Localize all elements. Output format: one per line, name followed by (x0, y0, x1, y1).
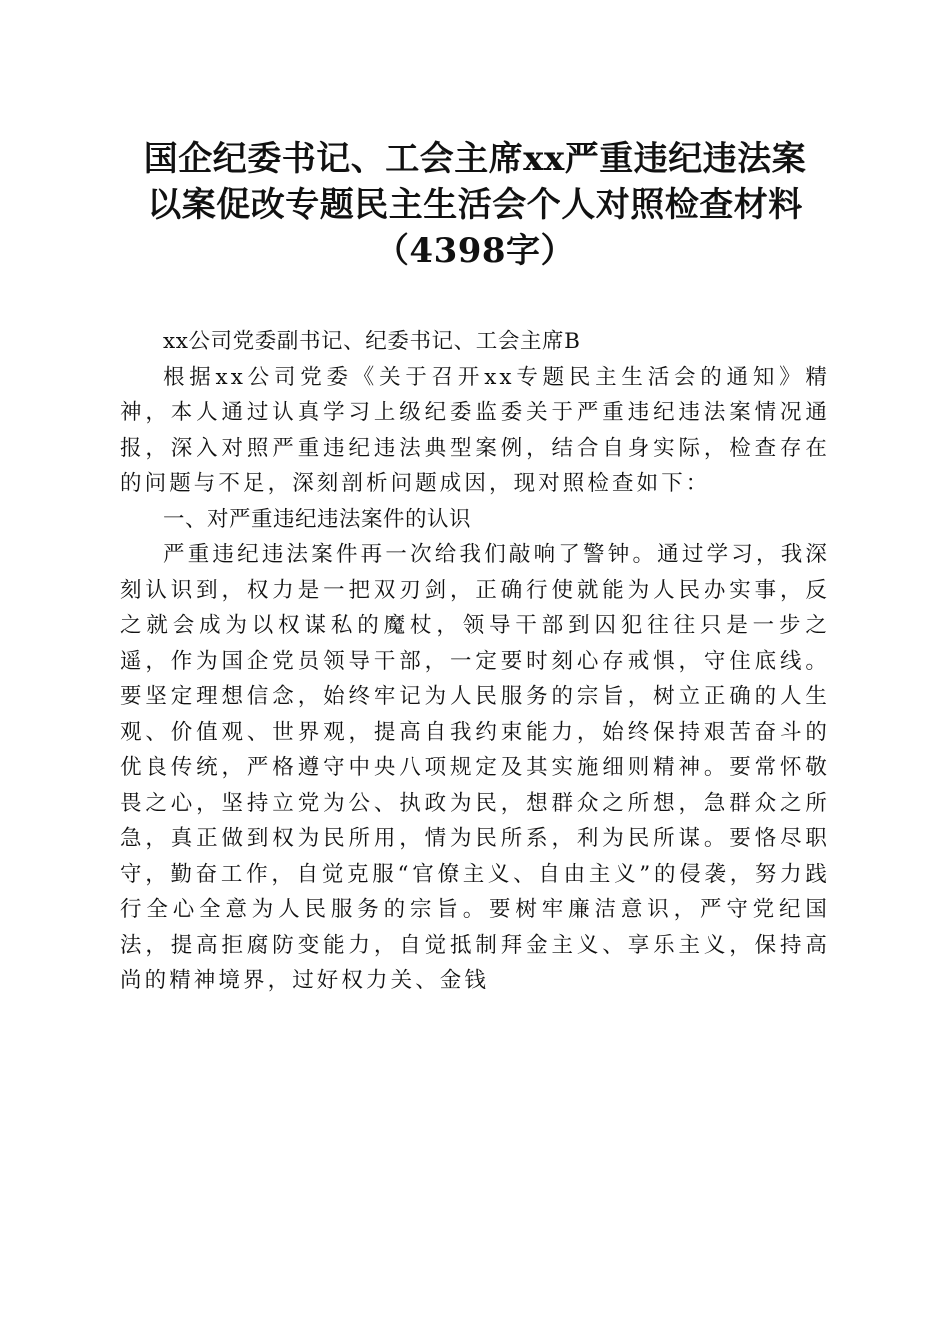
document-title (0, 136, 950, 274)
section-paragraph-1: 严重违纪违法案件再一次给我们敲响了警钟。通过学习，我深刻认识到，权力是一把双刃剑，正确行使就能为人民办实事，反之就会成为以权谋私的魔杖，领导干部到囚犯往往只是一步之遥，作为国企党员领导干部，一定要时刻心存戒惧，守住底线。要坚定理想信念，始终牢记为人民服务的宗旨，树立正确的人生观、价值观、世界观，提高自我约束能力，始终保持艰苦奋斗的优良传统，严格遵守中央八项规定及其实施细则精神。要常怀敬畏之心，坚持立党为公、执政为民，想群众之所想，急群众之所急，真正做到权为民所用，情为民所系，利为民所谋。要恪尽职守，勤奋工作，自觉克服“官僚主义、自由主义”的侵袭，努力践行全心全意为人民服务的宗旨。要树牢廉洁意识，严守党纪国法，提高拒腐防变能力，自觉抵制拜金主义、享乐主义，保持高尚的精神境界，过好权力关、金钱 (120, 542, 830, 993)
document-body (120, 324, 830, 999)
author-line: xx公司党委副书记、纪委书记、工会主席B (163, 329, 581, 354)
title-line-1: 国企纪委书记、工会主席xx严重违纪违法案 (143, 139, 807, 179)
section-heading-1: 一、对严重违纪违法案件的认识 (163, 506, 472, 532)
title-word-count: （4398字） (374, 231, 576, 271)
intro-paragraph: 根据xx公司党委《关于召开xx专题民主生活会的通知》精神，本人通过认真学习上级纪委监委关于严重违纪违法案情况通报，深入对照严重违纪违法典型案例，结合自身实际，检查存在的问题与不足，深刻剖析问题成因，现对照检查如下： (120, 364, 830, 496)
title-line-2: 以案促改专题民主生活会个人对照检查材料 (147, 185, 803, 225)
